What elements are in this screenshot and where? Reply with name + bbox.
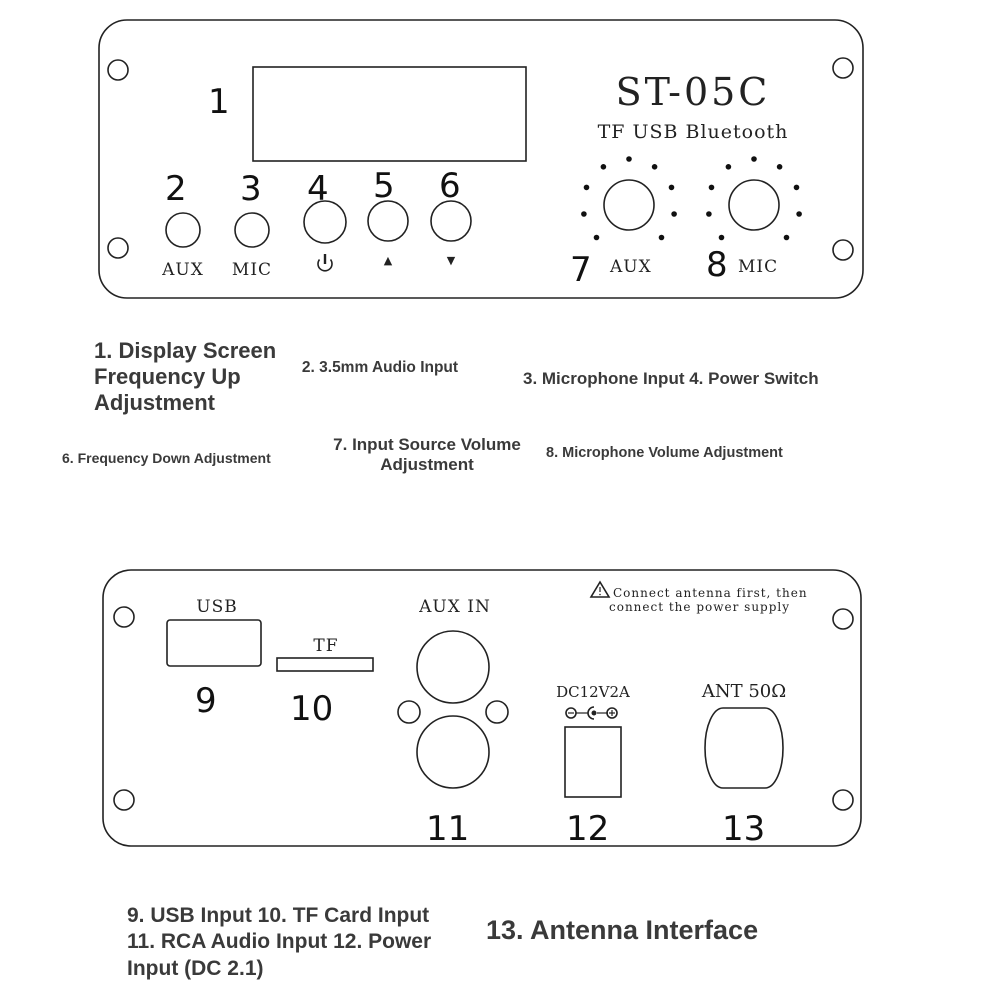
caption-input-volume: 7. Input Source Volume Adjustment — [333, 435, 521, 474]
model-subtitle: TF USB Bluetooth — [597, 121, 789, 143]
aux-volume-knob[interactable] — [581, 156, 677, 240]
caption-mic-volume: 8. Microphone Volume Adjustment — [546, 445, 783, 461]
knob-scale-dot — [659, 235, 665, 241]
caption-rear-ports: 9. USB Input 10. TF Card Input 11. RCA Audio Input 12. Power Input (DC 2.1) — [127, 904, 432, 980]
dc-polarity-icon — [566, 707, 617, 719]
aux-jack[interactable] — [166, 213, 200, 247]
knob-scale-dot — [784, 235, 790, 241]
display-screen — [253, 67, 526, 161]
antenna-port[interactable] — [705, 708, 783, 788]
mount-hole — [833, 240, 853, 260]
mount-hole — [114, 790, 134, 810]
tf-label: TF — [313, 636, 339, 656]
knob-scale-dot — [584, 185, 590, 191]
caption-display: 1. Display Screen Frequency Up Adjustment — [94, 338, 277, 415]
label-num-9: 9 — [195, 681, 217, 721]
mic-jack[interactable] — [235, 213, 269, 247]
frequency-down-button[interactable] — [431, 201, 471, 241]
knob-scale-dot — [777, 164, 783, 170]
mount-hole — [833, 790, 853, 810]
caption-antenna: 13. Antenna Interface — [486, 915, 759, 945]
knob-scale-dot — [796, 211, 802, 217]
rca-jack-left[interactable] — [417, 631, 489, 703]
mic-knob-body[interactable] — [729, 180, 779, 230]
label-num-5: 5 — [373, 166, 395, 206]
warning-text-line-2: connect the power supply — [609, 600, 791, 614]
ant-label: ANT 50Ω — [701, 681, 787, 702]
warning-icon — [591, 582, 609, 597]
knob-scale-dot — [726, 164, 732, 170]
caption-mic-power: 3. Microphone Input 4. Power Switch — [523, 369, 819, 388]
aux-jack-label: AUX — [162, 260, 204, 280]
power-icon — [318, 254, 332, 271]
mic-volume-knob[interactable] — [706, 156, 802, 240]
caption-audio-input: 2. 3.5mm Audio Input — [301, 359, 459, 376]
label-num-11: 11 — [426, 809, 470, 849]
mic-jack-label: MIC — [231, 260, 273, 280]
knob-scale-dot — [581, 211, 587, 217]
mount-hole — [833, 609, 853, 629]
warning-text-line-1: Connect antenna first, then — [613, 586, 808, 600]
mount-hole — [108, 60, 128, 80]
knob-scale-dot — [652, 164, 658, 170]
label-num-10: 10 — [290, 689, 334, 729]
knob-scale-dot — [719, 235, 725, 241]
knob-scale-dot — [626, 156, 632, 162]
knob-scale-dot — [709, 185, 715, 191]
front-panel — [99, 20, 863, 298]
mount-hole — [833, 58, 853, 78]
label-num-4: 4 — [307, 169, 329, 209]
label-num-8: 8 — [706, 245, 728, 285]
usb-label: USB — [196, 597, 238, 617]
knob-scale-dot — [669, 185, 675, 191]
mount-hole — [114, 607, 134, 627]
mic-knob-scale — [706, 156, 802, 240]
caption-frequency-down: 6. Frequency Down Adjustment — [62, 450, 271, 466]
knob-scale-dot — [594, 235, 600, 241]
rca-screw-hole — [398, 701, 420, 723]
frequency-up-button[interactable] — [368, 201, 408, 241]
label-num-13: 13 — [722, 809, 766, 849]
rca-jack-right[interactable] — [417, 716, 489, 788]
model-name: ST-05C — [615, 70, 771, 114]
dc-label: DC12V2A — [556, 683, 630, 701]
aux-knob-label: AUX — [610, 257, 652, 277]
label-num-6: 6 — [439, 166, 461, 206]
rear-panel — [103, 570, 861, 849]
usb-port[interactable] — [167, 620, 261, 666]
knob-scale-dot — [751, 156, 757, 162]
knob-scale-dot — [794, 185, 800, 191]
down-arrow-icon: ▼ — [446, 254, 456, 267]
tf-card-slot[interactable] — [277, 658, 373, 671]
mount-hole — [108, 238, 128, 258]
label-num-7: 7 — [570, 250, 592, 290]
knob-scale-dot — [706, 211, 712, 217]
rca-screw-hole — [486, 701, 508, 723]
aux-in-label: AUX IN — [419, 597, 491, 617]
up-arrow-icon: ▲ — [383, 254, 393, 267]
mic-knob-label: MIC — [738, 257, 779, 277]
aux-knob-scale — [581, 156, 677, 240]
knob-scale-dot — [601, 164, 607, 170]
knob-scale-dot — [671, 211, 677, 217]
dc-power-jack[interactable] — [565, 727, 621, 797]
aux-knob-body[interactable] — [604, 180, 654, 230]
label-num-12: 12 — [566, 809, 610, 849]
label-num-2: 2 — [165, 169, 187, 209]
label-num-1: 1 — [208, 82, 230, 122]
label-num-3: 3 — [240, 169, 262, 209]
